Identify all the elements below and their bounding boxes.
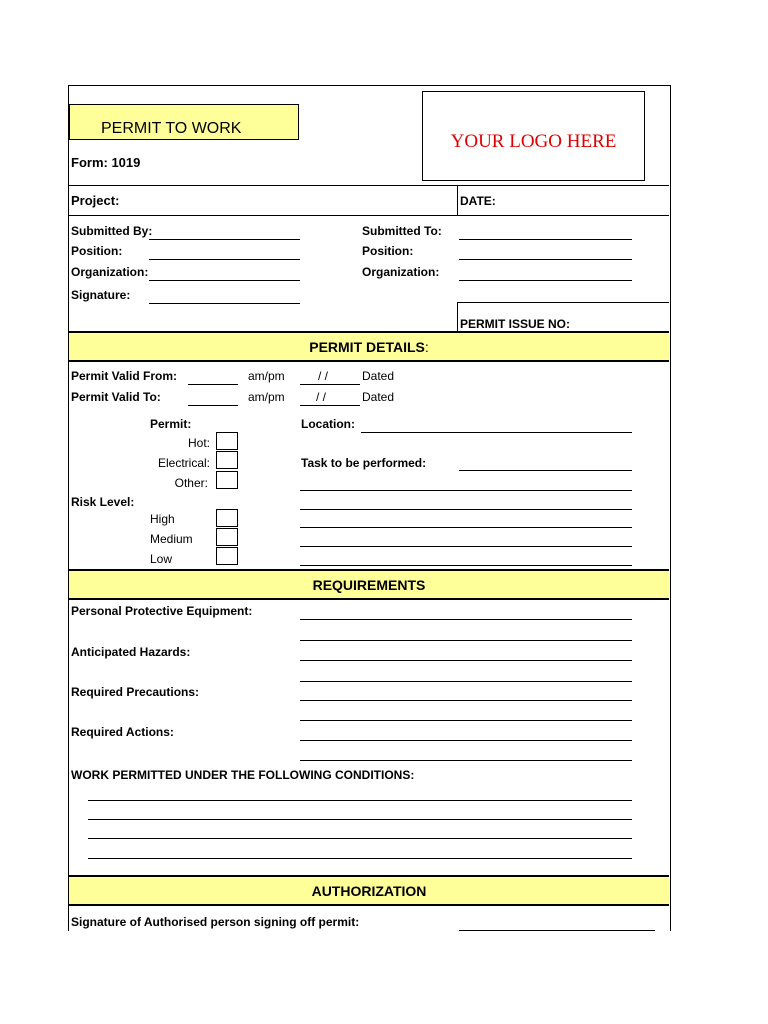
organization-right-field[interactable] <box>459 280 632 281</box>
permit-type-label: Permit: <box>150 417 192 431</box>
valid-to-label: Permit Valid To: <box>71 390 161 404</box>
position-left-label: Position: <box>71 244 123 258</box>
signoff-field[interactable] <box>459 930 655 931</box>
divider <box>457 185 458 215</box>
conditions-field-line[interactable] <box>88 858 632 859</box>
form-number: Form: 1019 <box>71 155 141 170</box>
task-field-line[interactable] <box>300 565 632 566</box>
valid-from-dated: Dated <box>362 369 395 383</box>
location-field[interactable] <box>361 432 632 433</box>
risk-low-checkbox[interactable] <box>216 547 238 565</box>
actions-field-line[interactable] <box>300 760 632 761</box>
risk-low-label: Low <box>150 552 173 566</box>
ppe-label: Personal Protective Equipment: <box>71 604 253 618</box>
position-right-field[interactable] <box>459 259 632 260</box>
valid-to-date-slashes: / / <box>316 390 327 404</box>
organization-right-label: Organization: <box>362 265 440 279</box>
location-label: Location: <box>301 417 355 431</box>
hazards-label: Anticipated Hazards: <box>71 645 191 659</box>
ppe-field-line[interactable] <box>300 640 632 641</box>
requirements-band <box>69 569 669 600</box>
permit-issue-no-label: PERMIT ISSUE NO: <box>460 317 571 331</box>
task-field[interactable] <box>459 470 632 471</box>
divider <box>457 302 669 303</box>
divider <box>69 185 669 186</box>
hazards-field-line[interactable] <box>300 681 632 682</box>
risk-level-label: Risk Level: <box>71 495 135 509</box>
position-left-field[interactable] <box>149 259 300 260</box>
form-frame <box>68 85 671 931</box>
task-field-line[interactable] <box>300 490 632 491</box>
organization-left-field[interactable] <box>149 280 300 281</box>
divider <box>457 302 458 331</box>
valid-to-date-field[interactable] <box>300 405 360 406</box>
logo-placeholder <box>422 91 645 181</box>
task-label: Task to be performed: <box>301 456 427 470</box>
permit-details-band <box>69 331 669 362</box>
conditions-field-line[interactable] <box>88 819 632 820</box>
risk-medium-checkbox[interactable] <box>216 528 238 546</box>
submitted-to-label: Submitted To: <box>362 224 442 238</box>
date-label: DATE: <box>460 194 496 208</box>
permit-type-hot-label: Hot: <box>187 436 210 450</box>
actions-field[interactable] <box>300 740 632 741</box>
authorization-heading: AUTHORIZATION <box>311 883 427 899</box>
project-label: Project: <box>71 193 120 208</box>
valid-from-date-field[interactable] <box>300 384 360 385</box>
risk-medium-label: Medium <box>150 532 193 546</box>
task-field-line[interactable] <box>300 546 632 547</box>
actions-label: Required Actions: <box>71 725 174 739</box>
organization-left-label: Organization: <box>71 265 149 279</box>
position-right-label: Position: <box>362 244 414 258</box>
precautions-label: Required Precautions: <box>71 685 200 699</box>
form-title: PERMIT TO WORK <box>101 120 242 137</box>
permit-details-heading: PERMIT DETAILS: <box>309 339 429 355</box>
valid-from-ampm: am/pm <box>248 369 285 383</box>
valid-from-label: Permit Valid From: <box>71 369 178 383</box>
conditions-label: WORK PERMITTED UNDER THE FOLLOWING CONDITIONS: <box>71 768 415 782</box>
signature-field[interactable] <box>149 303 300 304</box>
task-field-line[interactable] <box>300 509 632 510</box>
valid-from-date-slashes: / / <box>318 369 329 383</box>
risk-high-checkbox[interactable] <box>216 509 238 527</box>
risk-high-label: High <box>150 512 175 526</box>
ppe-field[interactable] <box>300 619 632 620</box>
precautions-field-line[interactable] <box>300 720 632 721</box>
valid-to-time-field[interactable] <box>188 405 238 406</box>
permit-type-electrical-checkbox[interactable] <box>216 451 238 469</box>
divider <box>69 215 669 216</box>
requirements-heading: REQUIREMENTS <box>312 577 426 593</box>
conditions-field-line[interactable] <box>88 838 632 839</box>
permit-type-other-label: Other: <box>174 476 208 490</box>
valid-to-ampm: am/pm <box>248 390 285 404</box>
hazards-field[interactable] <box>300 660 632 661</box>
submitted-by-label: Submitted By: <box>71 224 153 238</box>
permit-type-hot-checkbox[interactable] <box>216 432 238 450</box>
form-title-box <box>69 104 299 140</box>
permit-type-other-checkbox[interactable] <box>216 471 238 489</box>
signoff-label: Signature of Authorised person signing off permit: <box>71 915 360 929</box>
authorization-band <box>69 875 669 906</box>
submitted-by-field[interactable] <box>149 239 300 240</box>
conditions-field-line[interactable] <box>88 800 632 801</box>
logo-text: YOUR LOGO HERE <box>450 131 617 152</box>
valid-to-dated: Dated <box>362 390 395 404</box>
task-field-line[interactable] <box>300 527 632 528</box>
permit-type-electrical-label: Electrical: <box>157 456 210 470</box>
submitted-to-field[interactable] <box>459 239 632 240</box>
signature-label: Signature: <box>71 288 131 302</box>
valid-from-time-field[interactable] <box>188 384 238 385</box>
precautions-field[interactable] <box>300 700 632 701</box>
